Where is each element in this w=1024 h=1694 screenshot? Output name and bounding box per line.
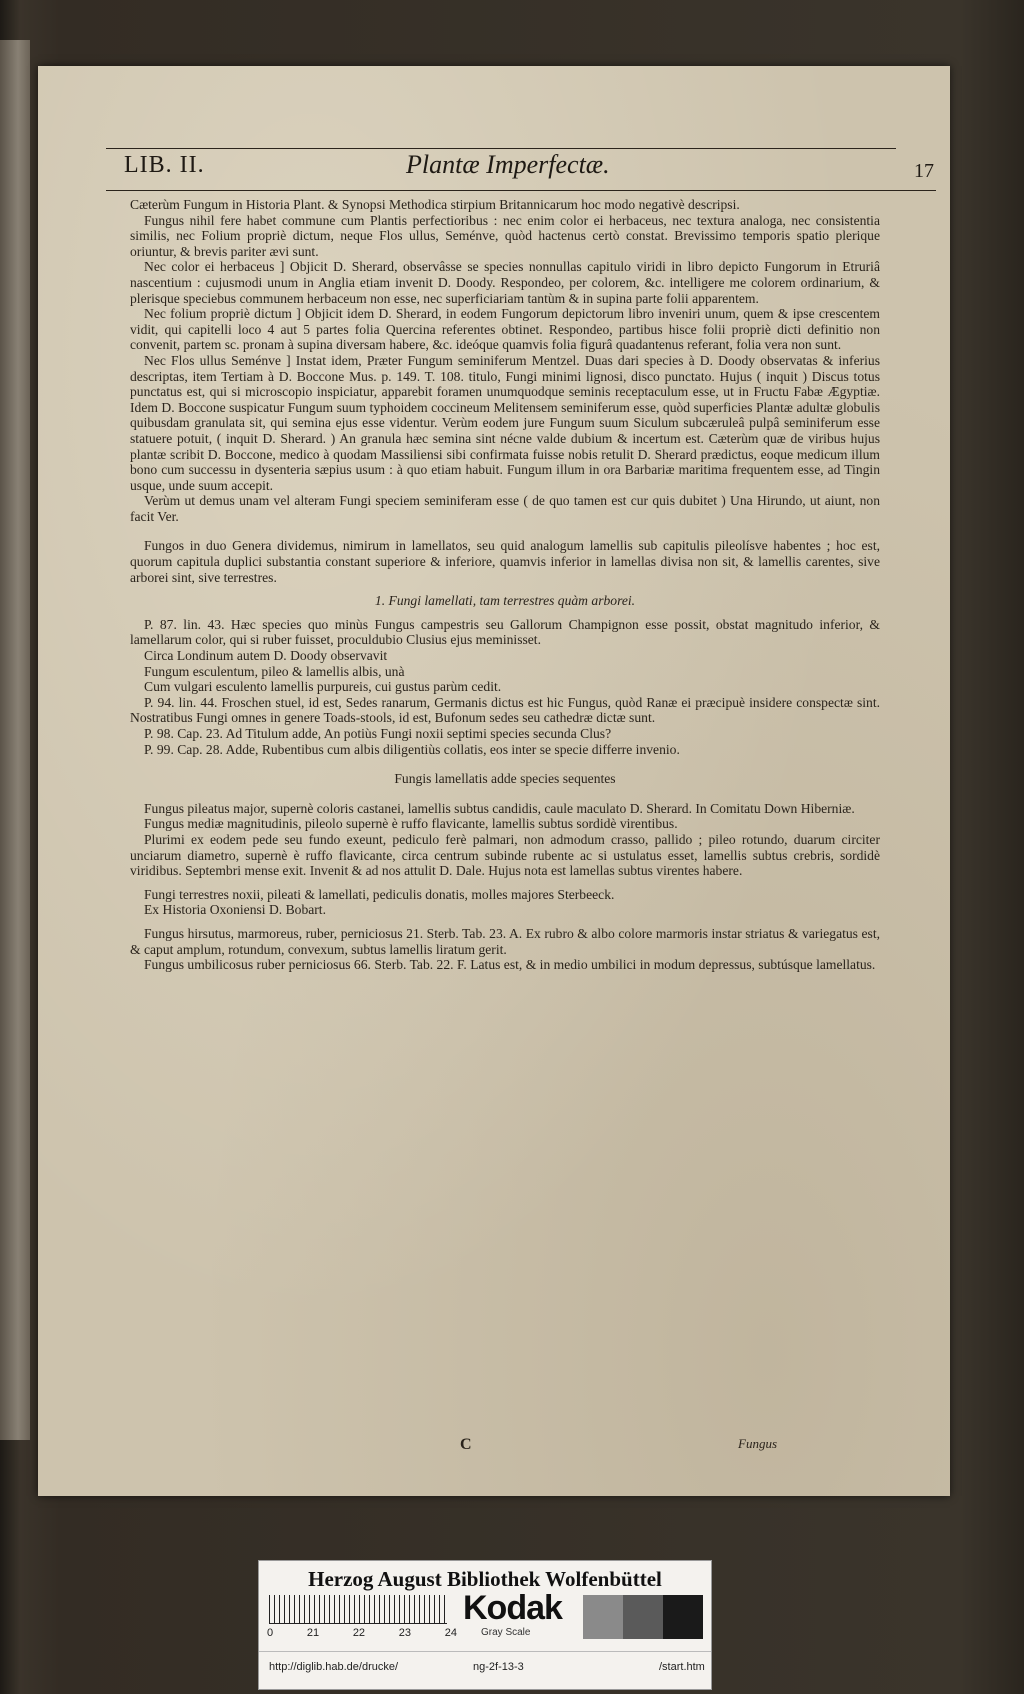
spacer — [130, 787, 880, 801]
paragraph: Plurimi ex eodem pede seu fundo exeunt, pediculo ferè palmari, non admodum crasso, pallido ; pileo rotundo, duarum circiter unciarum diametro, supernè è ruffo flavicante, circa centrum subinde rubente ac si ustulatus esset, lamellis subtus crebris, sordidè viridibus. Septembri mense exit. Invenit & ad nos attulit D. Dale. Hujus nota est lamellas subtus virentes habere. — [130, 831, 880, 879]
paragraph: Cæterùm Fungum in Historia Plant. & Synopsi Methodica stirpium Britannicarum hoc modo negativè descripsi. — [130, 197, 740, 212]
paragraph: Circa Londinum autem D. Doody observavit — [144, 648, 388, 664]
paragraph: Verùm ut demus unam vel alteram Fungi speciem seminiferam esse ( de quo tamen est cur quis dubitet ) Una Hirundo, ut aiunt, non facit Ver. — [130, 493, 880, 524]
spacer — [130, 879, 880, 887]
paragraph: Fungus umbilicosus ruber perniciosus 66. Sterb. Tab. 22. F. Latus est, & in medio umbilici in modum depressus, subtúsque lamellatus. — [144, 957, 876, 973]
paragraph: Fungum esculentum, pileo & lamellis albis, unà — [144, 663, 405, 679]
page-header — [96, 140, 934, 188]
header-rule-top — [106, 148, 896, 149]
page-number: 17 — [914, 160, 934, 182]
section-heading: 1. Fungi lamellati, tam terrestres quàm arborei. — [374, 593, 636, 609]
gray-patch — [583, 1595, 623, 1639]
subsection-heading: Fungis lamellatis adde species sequentes — [394, 771, 616, 787]
spacer — [130, 757, 880, 771]
paragraph: Fungus hirsutus, marmoreus, ruber, perniciosus 21. Sterb. Tab. 23. A. Ex rubro & albo colore marmoris instar striatus & variegatus est, & caput amplum, rotundum, convexum, subtus lamellis liratum gerit. — [130, 925, 880, 957]
gray-patch — [623, 1595, 663, 1639]
ruler-number: 22 — [352, 1627, 366, 1639]
paragraph: Fungus pileatus major, supernè coloris castanei, lamellis subtus candidis, caule maculato D. Sherard. In Comitatu Down Hiberniæ. — [144, 800, 855, 816]
paragraph: P. 99. Cap. 28. Adde, Rubentibus cum albis diligentiùs collatis, eos inter se specie differre invenio. — [144, 741, 680, 757]
spacer — [130, 585, 880, 593]
paragraph: Nec color ei herbaceus ] Objicit D. Sherard, observâsse se species nonnullas capitulo viridi in libro depicto Fungorum in Etruriâ nascentium : cujusmodi unum in Anglia etiam invenit D. Doody. Respondeo, per colorem, &c. intelligere me colorem ordinarium, & plerisque speciebus communem herbaceum non esse, nec superficiariam tantùm & in supina parte folii apparentem. — [130, 259, 880, 306]
source-url: http://diglib.hab.de/drucke/ — [269, 1661, 399, 1673]
paragraph: Nec Flos ullus Seménve ] Instat idem, Præter Fungum seminiferum Mentzel. Duas dari species à D. Doody observatas & inferius descriptas, item Tertiam à D. Boccone Mus. p. 149. T. 108. titulo, Fungi minimi lignosi, disco punctato. Hujus ( inquit ) Discus totus punctatus est, qui si microscopio inspiciatur, apparebit foramen unumquodque seminis receptaculum esse, ut in Fructu Fabæ Ægyptiæ. Idem D. Boccone suspicatur Fungum suum typhoidem coccineum Melitensem seminiferum esse, quòd superficies Plantæ adultæ globulis quibusdam granulata sit, qui semina ejus esse videntur. Verùm eodem jure Fungum suum Siculum subcæruleâ pulpâ seminiferum esse statuere potuit, ( inquit D. Sherard. ) An granula hæc semina sint nécne valde dubium & incertum est. Cæterùm quæ de viribus hujus plantæ scribit D. Boccone, medico à quodam Massiliensi sibi confirmata fuisse nobis retulit D. Sherard prædictus, eoque medicum illum bono cum successu in dysenteria sæpius usum : à quo etiam habuit. Fungum illum in ora Barbariæ maritima frequentem esse, ad Tingin usque, unde suum accepit. — [130, 352, 880, 493]
header-rule-bottom — [106, 190, 936, 191]
spacer — [130, 918, 880, 926]
page-text — [130, 197, 880, 973]
paragraph: Cum vulgari esculento lamellis purpureis, cui gustus parùm cedit. — [144, 679, 502, 695]
shelfmark-code: ng-2f-13-3 — [473, 1661, 524, 1673]
ruler-scale — [269, 1595, 447, 1624]
gray-patch — [663, 1595, 703, 1639]
adjacent-page-edge — [0, 40, 30, 1440]
signature-mark: C — [460, 1436, 472, 1453]
paragraph: Fungos in duo Genera dividemus, nimirum in lamellatos, seu quid analogum lamellis sub capitulis pileolísve habentes ; hoc est, quorum capitula duplici substantia constant superiore & inferiore, quamvis inferior in lamellas divisa non sit, & lamellis carentes, sive arborei sint, sive terrestres. — [130, 538, 880, 585]
color-target-card — [258, 1560, 712, 1690]
paragraph: Ex Historia Oxoniensi D. Bobart. — [144, 902, 326, 918]
library-name: Herzog August Bibliothek Wolfenbüttel — [308, 1567, 662, 1591]
catchword: Fungus — [738, 1436, 777, 1451]
gray-patches — [583, 1595, 703, 1639]
paragraph: Fungi terrestres noxii, pileati & lamellati, pediculis donatis, molles majores Sterbeeck. — [144, 886, 615, 902]
paragraph: P. 98. Cap. 23. Ad Titulum adde, An potiùs Fungi noxii septimi species secunda Clus? — [144, 726, 612, 741]
ruler-number: 24 — [444, 1627, 457, 1639]
paragraph: Fungus mediæ magnitudinis, pileolo supernè è ruffo flavicante, lamellis subtus sordidè virentibus. — [144, 816, 678, 832]
paragraph: P. 94. lin. 44. Froschen stuel, id est, Sedes ranarum, Germanis dictus est hic Fungus, quòd Ranæ ei præcipuè insidere conspectæ sint. Nostratibus Fungi omnes in genere Toads-stools, id est, Bufonum sedes seu cathedræ dictæ sunt. — [130, 694, 880, 726]
ruler-number: 0 — [267, 1627, 274, 1639]
ruler-number: 23 — [398, 1627, 412, 1639]
paragraph: Fungus nihil fere habet commune cum Plantis perfectioribus : nec enim color ei herbaceus, nec textura analoga, nec consistentia similis, nec Folium propriè dictum, neque Flos ullus, Seménve, quòd hactenus certò constat. Brevissimo temporis spatio plerique oriuntur, & brevis pariter ævi sunt. — [130, 212, 880, 259]
book-number: LIB. II. — [124, 152, 205, 178]
ruler-number: 21 — [306, 1627, 320, 1639]
gray-scale-label: Gray Scale — [481, 1627, 531, 1638]
divider — [259, 1651, 711, 1652]
spacer — [130, 524, 880, 538]
running-title: Plantæ Imperfectæ. — [406, 150, 610, 179]
paragraph: Nec folium propriè dictum ] Objicit idem D. Sherard, in eodem Fungorum depictorum libro inveniri unum, quem & ipse crescentem vidit, qui capitelli loco 4 aut 5 partes folia Quercina referentes obtinet. Respondeo, partibus hisce folii propriè dicti definitio non convenit, partem sc. pronam à supina diversam habere, &c. ideóque quamvis folia figurâ quadantenus referant, folia vera non sunt. — [130, 306, 880, 353]
spacer — [130, 609, 880, 617]
ruler-numbers — [267, 1627, 457, 1639]
start-page: /start.htm — [659, 1661, 705, 1673]
paragraph: P. 87. lin. 43. Hæc species quo minùs Fungus campestris seu Gallorum Champignon esse possit, obstat magnitudo inferior, & lamellarum color, qui si ruber fuisset, proculdubio Clusius ejus meminisset. — [130, 616, 880, 648]
kodak-logo: Kodak — [463, 1589, 562, 1627]
